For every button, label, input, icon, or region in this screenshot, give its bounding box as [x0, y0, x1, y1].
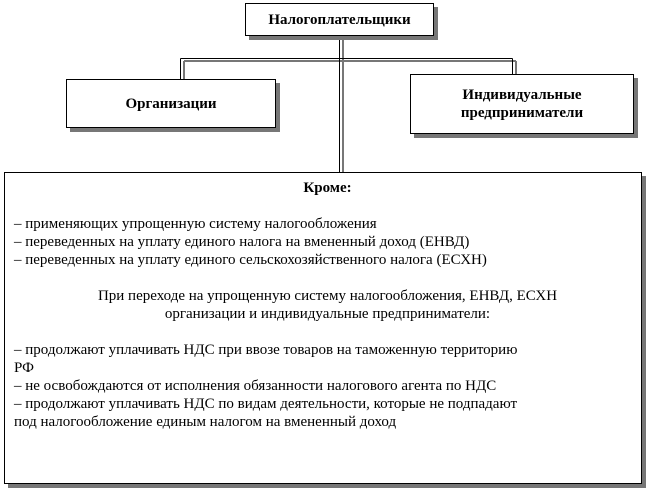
transition-line-1: При переходе на упрощенную систему налогообложения, ЕНВД, ЕСХН [97, 288, 558, 304]
transition-line-2: организации и индивидуальные предприниматели: [164, 306, 491, 322]
excluded-item: – применяющих упрощенную систему налогообложения [14, 216, 377, 232]
excluded-item: – переведенных на уплату единого сельскохозяйственного налога (ЕСХН) [14, 252, 487, 268]
entrepreneurs-node [410, 74, 634, 134]
organizations-node [66, 79, 276, 128]
obligation-item-line: – не освобождаются от исполнения обязанности налогового агента по НДС [14, 378, 497, 394]
exceptions-heading: Кроме: [303, 180, 352, 196]
excluded-item: – переведенных на уплату единого налога на вмененный доход (ЕНВД) [14, 234, 470, 250]
entrepreneurs-label-line-1: Индивидуальные [462, 87, 582, 103]
taxpayers-node [245, 3, 434, 36]
obligation-item-line: под налогообложение единым налогом на вмененный доход [14, 414, 397, 430]
obligation-item-line: РФ [14, 360, 34, 376]
obligation-item-line: – продолжают уплачивать НДС по видам деятельности, которые не подпадают [14, 396, 518, 412]
organizations-label: Организации [125, 95, 217, 112]
obligation-item-line: – продолжают уплачивать НДС при ввозе товаров на таможенную территорию [14, 342, 518, 358]
exceptions-node [4, 172, 642, 484]
taxpayers-label: Налогоплательщики [268, 11, 411, 28]
entrepreneurs-label-line-2: предприниматели [460, 105, 584, 121]
